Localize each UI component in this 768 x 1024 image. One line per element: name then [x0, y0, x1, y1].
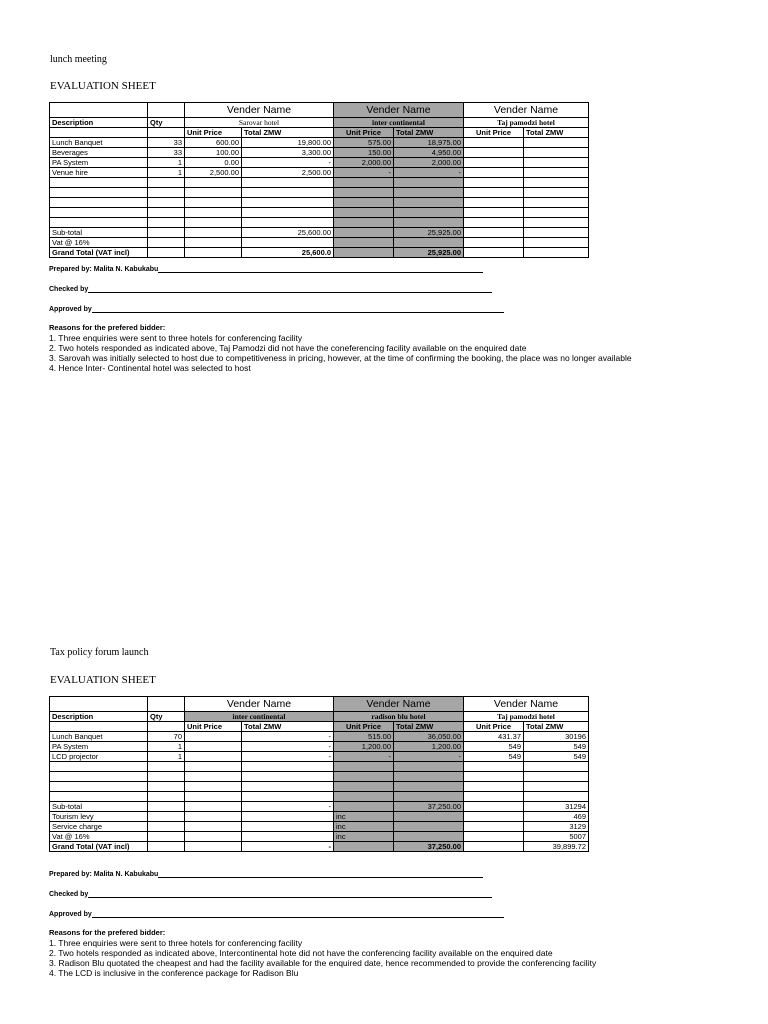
vendor-1-subtotal: 25,600.00: [242, 228, 334, 238]
blank-cell: [394, 238, 464, 248]
unit-price-header: Unit Price: [464, 128, 524, 138]
blank-cell: [464, 842, 524, 852]
vendor-1-unit-price: [185, 792, 242, 802]
unit-price-header: Unit Price: [185, 722, 242, 732]
vendor-3-total: [524, 772, 589, 782]
vendor-2-hotel: inter continental: [334, 118, 464, 128]
vendor-2-unit-price: -: [334, 168, 394, 178]
tourism-levy-label: Tourism levy: [50, 812, 148, 822]
blank-cell: [185, 832, 242, 842]
vendor-1-unit-price: [185, 218, 242, 228]
total-header: Total ZMW: [394, 722, 464, 732]
vendor-2-total: [394, 198, 464, 208]
signature-line: [158, 264, 483, 273]
qty-header: Qty: [148, 712, 185, 722]
item-qty: [148, 178, 185, 188]
signature-line: [88, 889, 492, 898]
service-charge-label: Service charge: [50, 822, 148, 832]
vendor-1-total: [242, 772, 334, 782]
approved-by: [49, 909, 504, 918]
blank-cell: [148, 228, 185, 238]
blank-cell: [464, 802, 524, 812]
vendor-3-unit-price: [464, 168, 524, 178]
signature-line: [158, 869, 483, 878]
vendor-3-total: [524, 198, 589, 208]
vendor-1-total: [242, 782, 334, 792]
evaluation-sheet-title: EVALUATION SHEET: [50, 80, 156, 92]
signature-line: [92, 909, 504, 918]
blank-cell: [50, 103, 148, 118]
vendor-3-unit-price: [464, 208, 524, 218]
vendor-1-total: [242, 188, 334, 198]
vendor-2-tourism-levy: inc: [334, 812, 394, 822]
checked-by: [49, 889, 492, 898]
blank-cell: [148, 103, 185, 118]
approved-by: [49, 304, 504, 313]
vendor-2-total: 2,000.00: [394, 158, 464, 168]
vendor-3-unit-price: [464, 158, 524, 168]
vendor-1-grand-total: -: [242, 842, 334, 852]
blank-cell: [185, 238, 242, 248]
item-description: [50, 792, 148, 802]
blank-cell: [242, 822, 334, 832]
reason-item: 3. Sarovah was initially selected to host due to competitiveness in pricing, however, at the time of confirming the booking, the place was no longer available: [49, 353, 632, 363]
item-description: Beverages: [50, 148, 148, 158]
vendor-2-total: -: [394, 168, 464, 178]
vendor-3-unit-price: [464, 782, 524, 792]
blank-cell: [148, 697, 185, 712]
blank-cell: [148, 822, 185, 832]
blank-cell: [242, 812, 334, 822]
table-row: [50, 138, 589, 148]
vendor-1-total: 19,800.00: [242, 138, 334, 148]
vendor-2-hotel: radison blu hotel: [334, 712, 464, 722]
vendor-2-unit-price: 2,000.00: [334, 158, 394, 168]
vendor-3-unit-price: [464, 762, 524, 772]
vendor-3-total: [524, 168, 589, 178]
prepared-by-label: Prepared by: Malita N. Kabukabu: [49, 266, 159, 273]
item-description: [50, 188, 148, 198]
vendor-3-total: [524, 208, 589, 218]
table-row: [50, 792, 589, 802]
blank-cell: [185, 802, 242, 812]
reasons-block: [49, 928, 596, 978]
blank-cell: [334, 238, 394, 248]
checked-by-label: Checked by: [49, 286, 89, 293]
blank-cell: [148, 842, 185, 852]
vendor-3-unit-price: [464, 178, 524, 188]
reason-item: 2. Two hotels responded as indicated above, Intercontinental hote did not have the conferencing facility available on the enquired date: [49, 948, 553, 958]
item-description: Venue hire: [50, 168, 148, 178]
item-description: Lunch Banquet: [50, 732, 148, 742]
vendor-2-unit-price: 150.00: [334, 148, 394, 158]
vendor-3-service-charge: 3129: [524, 822, 589, 832]
subtotal-label: Sub-total: [50, 802, 148, 812]
vendor-2-header: Vender Name: [334, 697, 464, 712]
total-header: Total ZMW: [242, 722, 334, 732]
vendor-2-total: 18,975.00: [394, 138, 464, 148]
table-row: [50, 732, 589, 742]
blank-cell: [242, 238, 334, 248]
grand-total-label: Grand Total (VAT incl): [50, 842, 148, 852]
vendor-2-total: [394, 762, 464, 772]
blank-cell: [464, 832, 524, 842]
vendor-3-grand-total: 39,899.72: [524, 842, 589, 852]
vendor-3-subtotal: 31294: [524, 802, 589, 812]
vendor-1-unit-price: [185, 198, 242, 208]
approved-by-label: Approved by: [49, 306, 92, 313]
doc-title: Tax policy forum launch: [50, 647, 149, 658]
reason-item: 4. The LCD is inclusive in the conference package for Radison Blu: [49, 968, 299, 978]
vendor-1-unit-price: 600.00: [185, 138, 242, 148]
description-header: Description: [50, 118, 148, 128]
vendor-3-header: Vender Name: [464, 103, 589, 118]
item-qty: [148, 218, 185, 228]
item-description: PA System: [50, 158, 148, 168]
vendor-3-total: [524, 148, 589, 158]
vendor-1-total: [242, 178, 334, 188]
vendor-2-total: 4,950.00: [394, 148, 464, 158]
signature-line: [92, 304, 504, 313]
vendor-1-unit-price: [185, 772, 242, 782]
reason-item: 3. Radison Blu quotated the cheapest and had the facility available for the enquired date, hence recommended to provide the conferencing facility: [49, 958, 597, 968]
vendor-2-unit-price: [334, 178, 394, 188]
blank-cell: [185, 812, 242, 822]
blank-cell: [50, 697, 148, 712]
blank-cell: [185, 228, 242, 238]
vendor-3-grand-total: [524, 248, 589, 258]
vendor-2-total: [394, 178, 464, 188]
vendor-3-total: [524, 792, 589, 802]
item-description: [50, 208, 148, 218]
reasons-title: Reasons for the prefered bidder:: [49, 323, 166, 332]
evaluation-table: [49, 696, 589, 852]
blank-cell: [394, 812, 464, 822]
blank-cell: [185, 842, 242, 852]
item-description: Lunch Banquet: [50, 138, 148, 148]
vendor-2-unit-price: [334, 772, 394, 782]
vendor-3-total: [524, 188, 589, 198]
table-row: [50, 168, 589, 178]
unit-price-header: Unit Price: [464, 722, 524, 732]
table-row: [50, 148, 589, 158]
blank-cell: [334, 248, 394, 258]
vendor-1-hotel: Sarovar hotel: [185, 118, 334, 128]
item-qty: [148, 762, 185, 772]
item-qty: 1: [148, 742, 185, 752]
total-header: Total ZMW: [242, 128, 334, 138]
blank-cell: [394, 822, 464, 832]
vendor-3-total: [524, 178, 589, 188]
vendor-1-unit-price: [185, 752, 242, 762]
vendor-2-unit-price: [334, 198, 394, 208]
prepared-by: [49, 264, 483, 273]
vendor-1-total: -: [242, 752, 334, 762]
vendor-2-total: -: [394, 752, 464, 762]
reasons-block: [49, 323, 632, 373]
qty-header: Qty: [148, 118, 185, 128]
blank-cell: [148, 722, 185, 732]
blank-cell: [464, 248, 524, 258]
approved-by-label: Approved by: [49, 911, 92, 918]
vendor-1-unit-price: 2,500.00: [185, 168, 242, 178]
reasons-title: Reasons for the prefered bidder:: [49, 928, 166, 937]
reason-item: 1. Three enquiries were sent to three hotels for conferencing facility: [49, 333, 303, 343]
total-header: Total ZMW: [394, 128, 464, 138]
total-header: Total ZMW: [524, 722, 589, 732]
item-description: [50, 782, 148, 792]
vendor-1-unit-price: [185, 178, 242, 188]
item-qty: [148, 782, 185, 792]
vendor-3-total: [524, 782, 589, 792]
item-qty: 1: [148, 168, 185, 178]
vendor-3-unit-price: 549: [464, 742, 524, 752]
blank-cell: [524, 238, 589, 248]
vendor-2-unit-price: 575.00: [334, 138, 394, 148]
blank-cell: [185, 248, 242, 258]
vendor-2-unit-price: [334, 762, 394, 772]
vendor-3-unit-price: [464, 148, 524, 158]
vendor-1-hotel: inter continental: [185, 712, 334, 722]
signature-line: [88, 284, 492, 293]
vendor-2-unit-price: 515.00: [334, 732, 394, 742]
vendor-2-unit-price: [334, 218, 394, 228]
blank-cell: [334, 842, 394, 852]
blank-cell: [148, 802, 185, 812]
vendor-2-unit-price: [334, 792, 394, 802]
checked-by: [49, 284, 492, 293]
vendor-2-unit-price: -: [334, 752, 394, 762]
item-qty: [148, 792, 185, 802]
table-row: [50, 178, 589, 188]
table-row: [50, 742, 589, 752]
vendor-3-unit-price: [464, 198, 524, 208]
blank-cell: [148, 238, 185, 248]
blank-cell: [185, 822, 242, 832]
vendor-1-unit-price: [185, 188, 242, 198]
item-description: LCD projector: [50, 752, 148, 762]
item-qty: 33: [148, 148, 185, 158]
vendor-3-total: [524, 762, 589, 772]
vendor-3-unit-price: 549: [464, 752, 524, 762]
vendor-2-unit-price: [334, 188, 394, 198]
checked-by-label: Checked by: [49, 891, 89, 898]
table-row: [50, 752, 589, 762]
item-description: [50, 178, 148, 188]
blank-cell: [242, 832, 334, 842]
vendor-1-total: [242, 762, 334, 772]
item-qty: 1: [148, 752, 185, 762]
vendor-1-unit-price: [185, 782, 242, 792]
vendor-3-total: [524, 138, 589, 148]
vendor-1-grand-total: 25,600.0: [242, 248, 334, 258]
item-description: [50, 218, 148, 228]
blank-cell: [148, 832, 185, 842]
evaluation-table: [49, 102, 589, 258]
vendor-3-total: 30196: [524, 732, 589, 742]
vendor-1-total: -: [242, 158, 334, 168]
vendor-3-header: Vender Name: [464, 697, 589, 712]
blank-cell: [148, 128, 185, 138]
vendor-1-unit-price: 0.00: [185, 158, 242, 168]
vendor-3-unit-price: [464, 772, 524, 782]
item-qty: 1: [148, 158, 185, 168]
vendor-1-header: Vender Name: [185, 697, 334, 712]
blank-cell: [50, 722, 148, 732]
item-qty: [148, 198, 185, 208]
reason-item: 2. Two hotels responded as indicated above, Taj Pamodzi did not have the coneferencing facility available on the enquired date: [49, 343, 527, 353]
vendor-1-total: 2,500.00: [242, 168, 334, 178]
blank-cell: [464, 822, 524, 832]
vendor-3-subtotal: [524, 228, 589, 238]
total-header: Total ZMW: [524, 128, 589, 138]
vendor-1-unit-price: 100.00: [185, 148, 242, 158]
table-row: [50, 198, 589, 208]
vendor-2-total: [394, 188, 464, 198]
vendor-1-unit-price: [185, 732, 242, 742]
item-description: [50, 198, 148, 208]
vendor-3-total: 549: [524, 742, 589, 752]
vendor-1-total: [242, 198, 334, 208]
blank-cell: [464, 238, 524, 248]
vendor-2-unit-price: [334, 208, 394, 218]
vendor-2-vat: inc: [334, 832, 394, 842]
vendor-2-total: 1,200.00: [394, 742, 464, 752]
vendor-3-total: [524, 218, 589, 228]
vendor-1-total: -: [242, 742, 334, 752]
vendor-2-unit-price: [334, 782, 394, 792]
blank-cell: [334, 228, 394, 238]
vat-label: Vat @ 16%: [50, 238, 148, 248]
vendor-3-unit-price: [464, 138, 524, 148]
grand-total-label: Grand Total (VAT incl): [50, 248, 148, 258]
unit-price-header: Unit Price: [334, 128, 394, 138]
unit-price-header: Unit Price: [185, 128, 242, 138]
item-qty: [148, 188, 185, 198]
blank-cell: [148, 248, 185, 258]
vendor-3-unit-price: [464, 792, 524, 802]
unit-price-header: Unit Price: [334, 722, 394, 732]
blank-cell: [464, 812, 524, 822]
vendor-2-grand-total: 37,250.00: [394, 842, 464, 852]
item-qty: [148, 208, 185, 218]
prepared-by: [49, 869, 483, 878]
vendor-3-vat: 5007: [524, 832, 589, 842]
blank-cell: [50, 128, 148, 138]
vendor-1-subtotal: -: [242, 802, 334, 812]
vendor-2-total: 36,050.00: [394, 732, 464, 742]
reason-item: 1. Three enquiries were sent to three hotels for conferencing facility: [49, 938, 303, 948]
item-description: [50, 762, 148, 772]
table-row: [50, 188, 589, 198]
item-qty: 33: [148, 138, 185, 148]
blank-cell: [148, 812, 185, 822]
vendor-2-total: [394, 208, 464, 218]
vendor-3-unit-price: 431.37: [464, 732, 524, 742]
vendor-3-hotel: Taj pamodzi hotel: [464, 712, 589, 722]
vendor-1-unit-price: [185, 742, 242, 752]
vendor-3-unit-price: [464, 218, 524, 228]
vendor-2-subtotal: 25,925.00: [394, 228, 464, 238]
reason-item: 4. Hence Inter- Continental hotel was selected to host: [49, 363, 251, 373]
blank-cell: [394, 832, 464, 842]
vendor-2-grand-total: 25,925.00: [394, 248, 464, 258]
vendor-2-header: Vender Name: [334, 103, 464, 118]
vendor-2-total: [394, 218, 464, 228]
description-header: Description: [50, 712, 148, 722]
vendor-1-total: [242, 792, 334, 802]
vendor-3-tourism-levy: 469: [524, 812, 589, 822]
vendor-3-total: 549: [524, 752, 589, 762]
vendor-1-unit-price: [185, 208, 242, 218]
vendor-2-total: [394, 772, 464, 782]
vendor-1-total: [242, 218, 334, 228]
blank-cell: [464, 228, 524, 238]
table-row: [50, 158, 589, 168]
vat-label: Vat @ 16%: [50, 832, 148, 842]
item-description: PA System: [50, 742, 148, 752]
table-row: [50, 772, 589, 782]
vendor-2-total: [394, 792, 464, 802]
table-row: [50, 218, 589, 228]
vendor-1-header: Vender Name: [185, 103, 334, 118]
vendor-1-unit-price: [185, 762, 242, 772]
vendor-3-total: [524, 158, 589, 168]
vendor-2-total: [394, 782, 464, 792]
blank-cell: [334, 802, 394, 812]
table-row: [50, 762, 589, 772]
item-qty: [148, 772, 185, 782]
prepared-by-label: Prepared by: Malita N. Kabukabu: [49, 871, 159, 878]
vendor-3-unit-price: [464, 188, 524, 198]
item-qty: 70: [148, 732, 185, 742]
vendor-2-unit-price: 1,200.00: [334, 742, 394, 752]
vendor-3-hotel: Taj pamodzi hotel: [464, 118, 589, 128]
vendor-1-total: 3,300.00: [242, 148, 334, 158]
evaluation-sheet-title: EVALUATION SHEET: [50, 674, 156, 686]
vendor-2-subtotal: 37,250.00: [394, 802, 464, 812]
table-row: [50, 208, 589, 218]
item-description: [50, 772, 148, 782]
subtotal-label: Sub-total: [50, 228, 148, 238]
vendor-2-service-charge: inc: [334, 822, 394, 832]
vendor-1-total: -: [242, 732, 334, 742]
vendor-1-total: [242, 208, 334, 218]
table-row: [50, 782, 589, 792]
doc-title: lunch meeting: [50, 54, 107, 65]
